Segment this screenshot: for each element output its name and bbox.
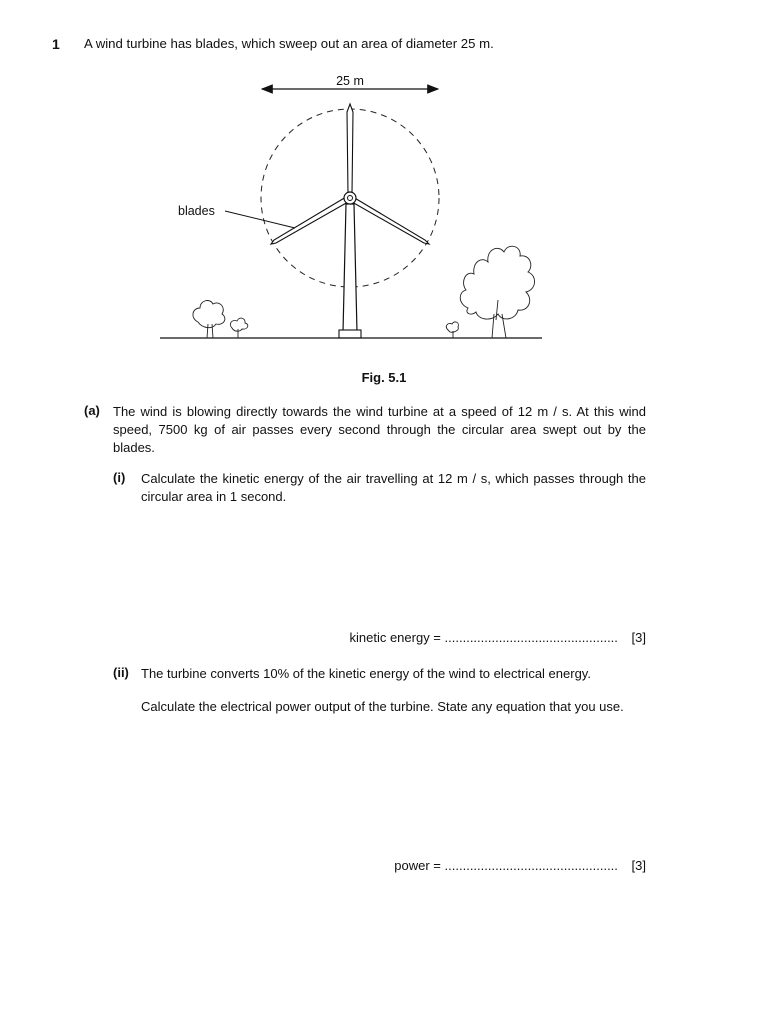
tower-base xyxy=(339,330,361,338)
power-label: power = xyxy=(394,858,441,873)
blade-right xyxy=(352,197,429,244)
sub-i-text: Calculate the kinetic energy of the air travelling at 12 m / s, which passes through the circular area in 1 second. xyxy=(141,471,646,504)
wind-turbine-figure xyxy=(150,70,550,350)
blades-label: blades xyxy=(178,204,215,218)
diameter-label: 25 m xyxy=(336,74,364,88)
sub-ii-text-2: Calculate the electrical power output of the turbine. State any equation that you use. xyxy=(141,699,624,714)
sub-ii-label: (ii) xyxy=(113,665,129,680)
sub-ii-text-1: The turbine converts 10% of the kinetic energy of the wind to electrical energy. xyxy=(141,666,591,681)
figure-caption: Fig. 5.1 xyxy=(361,370,407,385)
sub-i-label: (i) xyxy=(113,470,126,485)
part-a-text: The wind is blowing directly towards the wind turbine at a speed of 12 m / s. At this wind speed, 7500 kg of air passes every second through the circular area swept out by the blades. xyxy=(113,404,646,455)
power-dots[interactable]: ................................................ xyxy=(444,858,618,873)
blade-left xyxy=(271,197,348,244)
power-answer-line[interactable] xyxy=(394,858,646,873)
turbine-tower xyxy=(343,204,357,332)
blade-top xyxy=(347,104,353,194)
sub-i-marks: [3] xyxy=(631,630,646,645)
turbine-hub-center xyxy=(348,196,353,201)
question-number: 1 xyxy=(52,36,60,52)
sub-ii-marks: [3] xyxy=(631,858,646,873)
blades-pointer xyxy=(225,211,295,228)
tree-right xyxy=(446,246,534,338)
kinetic-energy-dots[interactable]: ................................................ xyxy=(444,630,618,645)
kinetic-energy-answer-line[interactable] xyxy=(349,630,646,645)
bush-left xyxy=(193,301,248,338)
part-a-label: (a) xyxy=(84,403,100,418)
kinetic-energy-label: kinetic energy = xyxy=(349,630,441,645)
question-stem: A wind turbine has blades, which sweep out an area of diameter 25 m. xyxy=(84,36,494,51)
